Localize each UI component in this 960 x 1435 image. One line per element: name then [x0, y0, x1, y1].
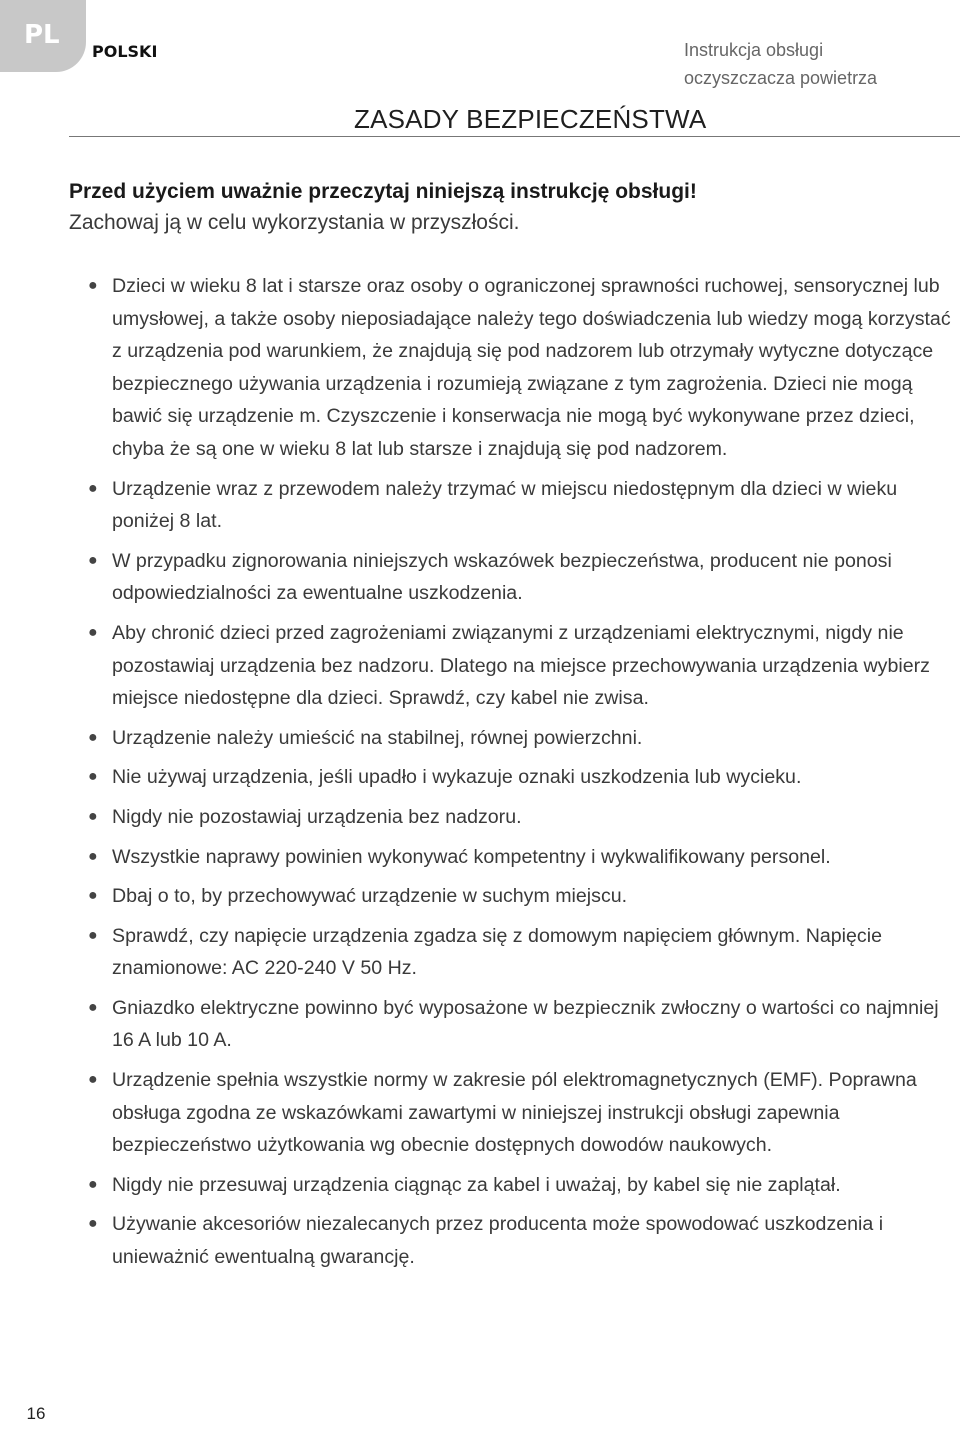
bullet-icon: ● — [88, 551, 98, 569]
list-item — [88, 761, 958, 794]
list-item — [88, 880, 958, 913]
bullet-icon: ● — [88, 998, 98, 1016]
bullet-icon: ● — [88, 807, 98, 825]
bullet-icon: ● — [88, 728, 98, 746]
list-item — [88, 920, 958, 985]
header-divider — [69, 136, 960, 137]
rule-text: W przypadku zignorowania niniejszych wskazówek bezpieczeństwa, producent nie ponosi odpowiedzialności za ewentualne uszkodzenia. — [112, 549, 892, 605]
intro-warning: Przed użyciem uważnie przeczytaj niniejszą instrukcję obsługi! — [69, 180, 697, 203]
list-item — [88, 473, 958, 538]
list-item — [88, 1064, 958, 1162]
rule-text: Gniazdko elektryczne powinno być wyposażone w bezpiecznik zwłoczny o wartości co najmniej 16 A lub 10 A. — [112, 996, 939, 1052]
rule-text: Nigdy nie przesuwaj urządzenia ciągnąc za kabel i uważaj, by kabel się nie zaplątał. — [112, 1173, 841, 1196]
rule-text: Urządzenie należy umieścić na stabilnej, równej powierzchni. — [112, 726, 643, 749]
section-title: ZASADY BEZPIECZEŃSTWA — [354, 104, 707, 134]
list-item — [88, 992, 958, 1057]
document-title-line-1: Instrukcja obsługi — [684, 40, 824, 60]
bullet-icon: ● — [88, 1071, 98, 1089]
bullet-icon: ● — [88, 277, 98, 294]
language-code: PL — [24, 20, 60, 50]
list-item — [88, 270, 958, 466]
rule-text: Urządzenie spełnia wszystkie normy w zakresie pól elektromagnetycznych (EMF). Poprawna obsługa zgodna ze wskazówkami zawartymi w niniejszej instrukcji obsługi zapewnia bezpieczeństwo użytkowania wg obecnie dostępnych dowodów naukowych. — [112, 1069, 917, 1157]
language-name: POLSKI — [92, 42, 158, 61]
bullet-icon: ● — [88, 926, 98, 944]
rule-text: Dzieci w wieku 8 lat i starsze oraz osoby o ograniczonej sprawności ruchowej, sensorycznej lub umysłowej, a także osoby nieposiadające należy tego doświadczenia lub wiedzy mogą korzystać z urządzenia pod warunkiem, że znajdują się pod nadzorem lub otrzymały wytyczne dotyczące bezpiecznego używania urządzenia i rozumieją związane z tym zagrożenia. Dzieci nie mogą bawić się urządzenie m. Czyszczenie i konserwacja nie mogą być wykonywane przez dzieci, chyba że są one w wieku 8 lat lub starsze i znajdują się pod nadzorem. — [112, 275, 951, 460]
rule-text: Nie używaj urządzenia, jeśli upadło i wykazuje oznaki uszkodzenia lub wycieku. — [112, 766, 802, 789]
safety-rules-list — [88, 270, 958, 1281]
list-item — [88, 841, 958, 874]
list-item — [88, 722, 958, 755]
intro-text — [69, 176, 949, 238]
list-item — [88, 1169, 958, 1202]
bullet-icon: ● — [88, 623, 98, 641]
rule-text: Dbaj o to, by przechowywać urządzenie w suchym miejscu. — [112, 885, 628, 908]
language-tab — [0, 0, 86, 72]
bullet-icon: ● — [88, 479, 98, 497]
document-title — [684, 36, 954, 92]
bullet-icon: ● — [88, 1215, 98, 1233]
bullet-icon: ● — [88, 1175, 98, 1193]
rule-text: Sprawdź, czy napięcie urządzenia zgadza się z domowym napięciem głównym. Napięcie znamionowe: AC 220-240 V 50 Hz. — [112, 924, 882, 980]
list-item — [88, 801, 958, 834]
document-title-line-2: oczyszczacza powietrza — [684, 68, 878, 88]
rule-text: Urządzenie wraz z przewodem należy trzymać w miejscu niedostępnym dla dzieci w wieku poniżej 8 lat. — [112, 477, 898, 533]
bullet-icon: ● — [88, 847, 98, 865]
list-item — [88, 545, 958, 610]
list-item — [88, 617, 958, 715]
list-item — [88, 1208, 958, 1273]
rule-text: Aby chronić dzieci przed zagrożeniami związanymi z urządzeniami elektrycznymi, nigdy nie pozostawiaj urządzenia bez nadzoru. Dlatego na miejsce przechowywania urządzenia wybierz miejsce niedostępne dla dzieci. Sprawdź, czy kabel nie zwisa. — [112, 621, 930, 710]
page-number: 16 — [26, 1404, 46, 1423]
rule-text: Wszystkie naprawy powinien wykonywać kompetentny i wykwalifikowany personel. — [112, 845, 831, 868]
rule-text: Nigdy nie pozostawiaj urządzenia bez nadzoru. — [112, 805, 522, 828]
bullet-icon: ● — [88, 887, 98, 905]
bullet-icon: ● — [88, 768, 98, 786]
intro-note: Zachowaj ją w celu wykorzystania w przyszłości. — [69, 211, 520, 234]
rule-text: Używanie akcesoriów niezalecanych przez producenta może spowodować uszkodzenia i unieważnić ewentualną gwarancję. — [112, 1213, 884, 1269]
